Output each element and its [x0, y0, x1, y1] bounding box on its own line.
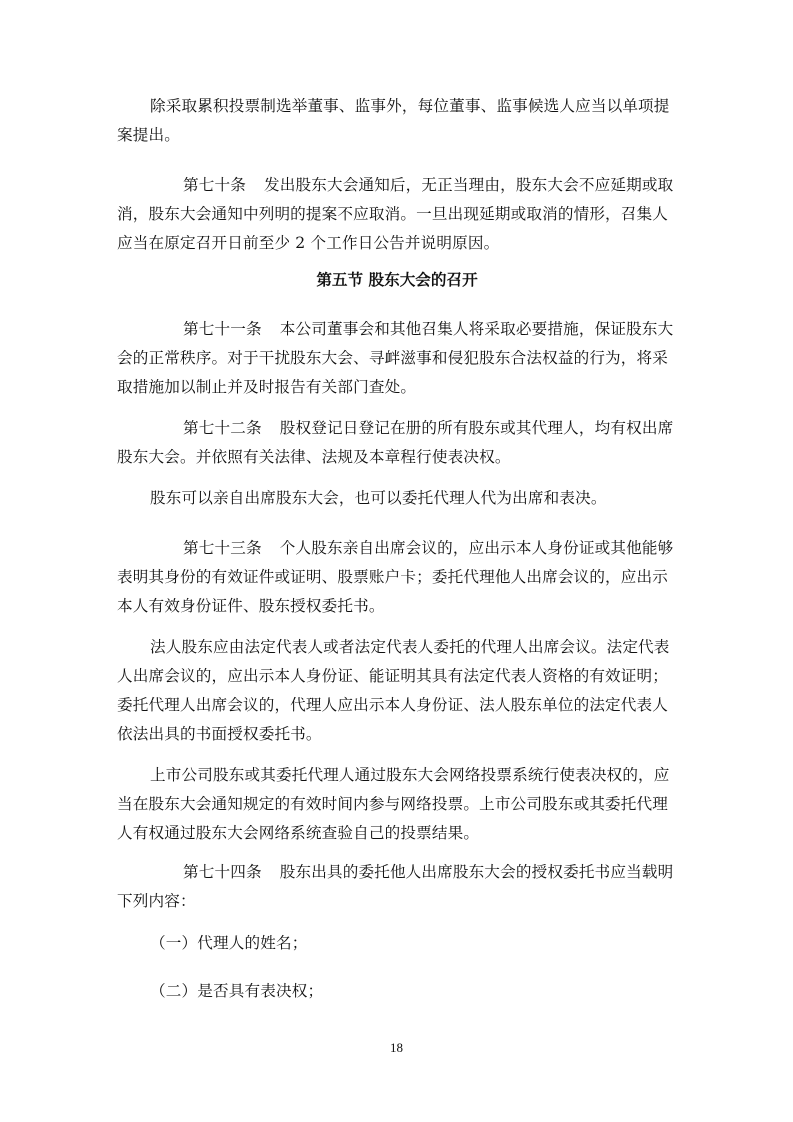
- article-70: [117, 171, 677, 258]
- list-item-text: （一）代理人的姓名；: [150, 934, 308, 952]
- article-74: [117, 858, 677, 916]
- paragraph-text: 股东可以亲自出席股东大会，也可以委托代理人代为出席和表决。: [150, 489, 607, 507]
- article-text: 股东出具的委托他人出席股东大会的授权委托书应当载明下列内容：: [117, 863, 674, 910]
- list-item-text: （二）是否具有表决权；: [150, 982, 324, 1000]
- paragraph-text: 上市公司股东或其委托代理人通过股东大会网络投票系统行使表决权的，应当在股东大会通知规定的有效时间内参与网络投票。上市公司股东或其委托代理人有权通过股东大会网络系统查验自己的投票结果。: [117, 766, 670, 842]
- page-number: 18: [390, 1040, 403, 1055]
- list-item-voting-right: [117, 977, 677, 1006]
- article-label: 第七十四条: [183, 863, 262, 881]
- paragraph-proxy-attendance: [117, 484, 677, 513]
- article-label: 第七十条: [183, 176, 246, 194]
- article-text: 发出股东大会通知后，无正当理由，股东大会不应延期或取消，股东大会通知中列明的提案不应取消。一旦出现延期或取消的情形，召集人应当在原定召开日前至少 2 个工作日公告并说明原因。: [117, 176, 674, 252]
- paragraph-voting-proposal: [117, 92, 677, 150]
- article-71: [117, 315, 677, 402]
- section-title: 第五节 股东大会的召开: [316, 271, 478, 289]
- article-72: [117, 414, 677, 472]
- paragraph-legal-shareholder: [117, 633, 677, 749]
- article-label: 第七十三条: [183, 539, 262, 557]
- paragraph-online-voting: [117, 761, 677, 848]
- article-text: 个人股东亲自出席会议的，应出示本人身份证或其他能够表明其身份的有效证件或证明、股票账户卡；委托代理他人出席会议的，应出示本人有效身份证件、股东授权委托书。: [117, 539, 674, 615]
- list-item-agent-name: [117, 929, 677, 958]
- article-text: 本公司董事会和其他召集人将采取必要措施，保证股东大会的正常秩序。对于干扰股东大会、寻衅滋事和侵犯股东合法权益的行为，将采取措施加以制止并及时报告有关部门查处。: [117, 320, 674, 396]
- article-label: 第七十二条: [183, 419, 262, 437]
- article-73: [117, 534, 677, 621]
- paragraph-text: 法人股东应由法定代表人或者法定代表人委托的代理人出席会议。法定代表人出席会议的，应出示本人身份证、能证明其具有法定代表人资格的有效证明；委托代理人出席会议的，代理人应出示本人身份证、法人股东单位的法定代表人依法出具的书面授权委托书。: [117, 638, 670, 743]
- article-label: 第七十一条: [183, 320, 262, 338]
- article-text: 股权登记日登记在册的所有股东或其代理人，均有权出席股东大会。并依照有关法律、法规及本章程行使表决权。: [117, 419, 674, 466]
- paragraph-text: 除采取累积投票制选举董事、监事外，每位董事、监事候选人应当以单项提案提出。: [117, 97, 670, 144]
